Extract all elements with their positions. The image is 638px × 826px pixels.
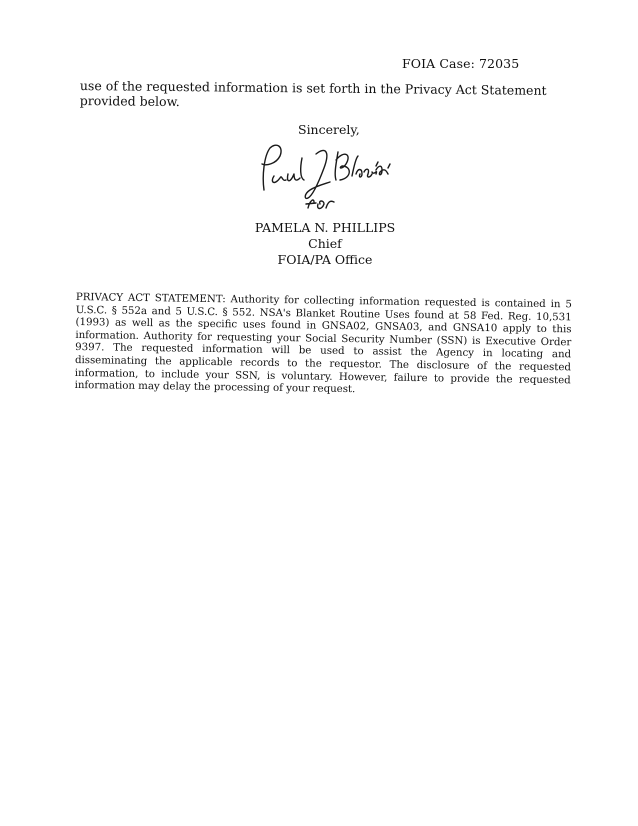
signature-drawing — [252, 138, 392, 218]
foia-case-line — [402, 56, 519, 71]
case-number: 72035 — [478, 56, 520, 71]
signer-name: PAMELA N. PHILLIPS — [254, 220, 396, 235]
signer-title: Chief — [308, 236, 342, 251]
privacy-act-statement: PRIVACY ACT STATEMENT: Authority for collecting information requested is contained in 5 U.S.C. § 552a and 5 U.S.C. § 552. NSA's Blanket Routine Uses found at 58 Fed. Reg. 10,531 (1993) as well as the specific uses found in GNSA02, GNSA03, and GNSA10 apply to this information. Authority for requesting your Social Security Number (SSN) is Executive Order 9397. The requested information will be used to assist the Agency in locating and disseminating the applicable records to the requestor. The disclosure of the requested information, to include your SSN, is voluntary. However, failure to provide the requested information may delay the processing of your request. — [74, 292, 572, 396]
case-label: FOIA Case: — [402, 56, 475, 71]
intro-paragraph: use of the requested information is set forth in the Privacy Act Statement provided below. — [79, 78, 547, 110]
closing-salutation: Sincerely, — [298, 122, 360, 137]
handwritten-signature — [252, 138, 392, 218]
signer-block — [240, 220, 410, 268]
signer-office: FOIA/PA Office — [277, 252, 373, 267]
